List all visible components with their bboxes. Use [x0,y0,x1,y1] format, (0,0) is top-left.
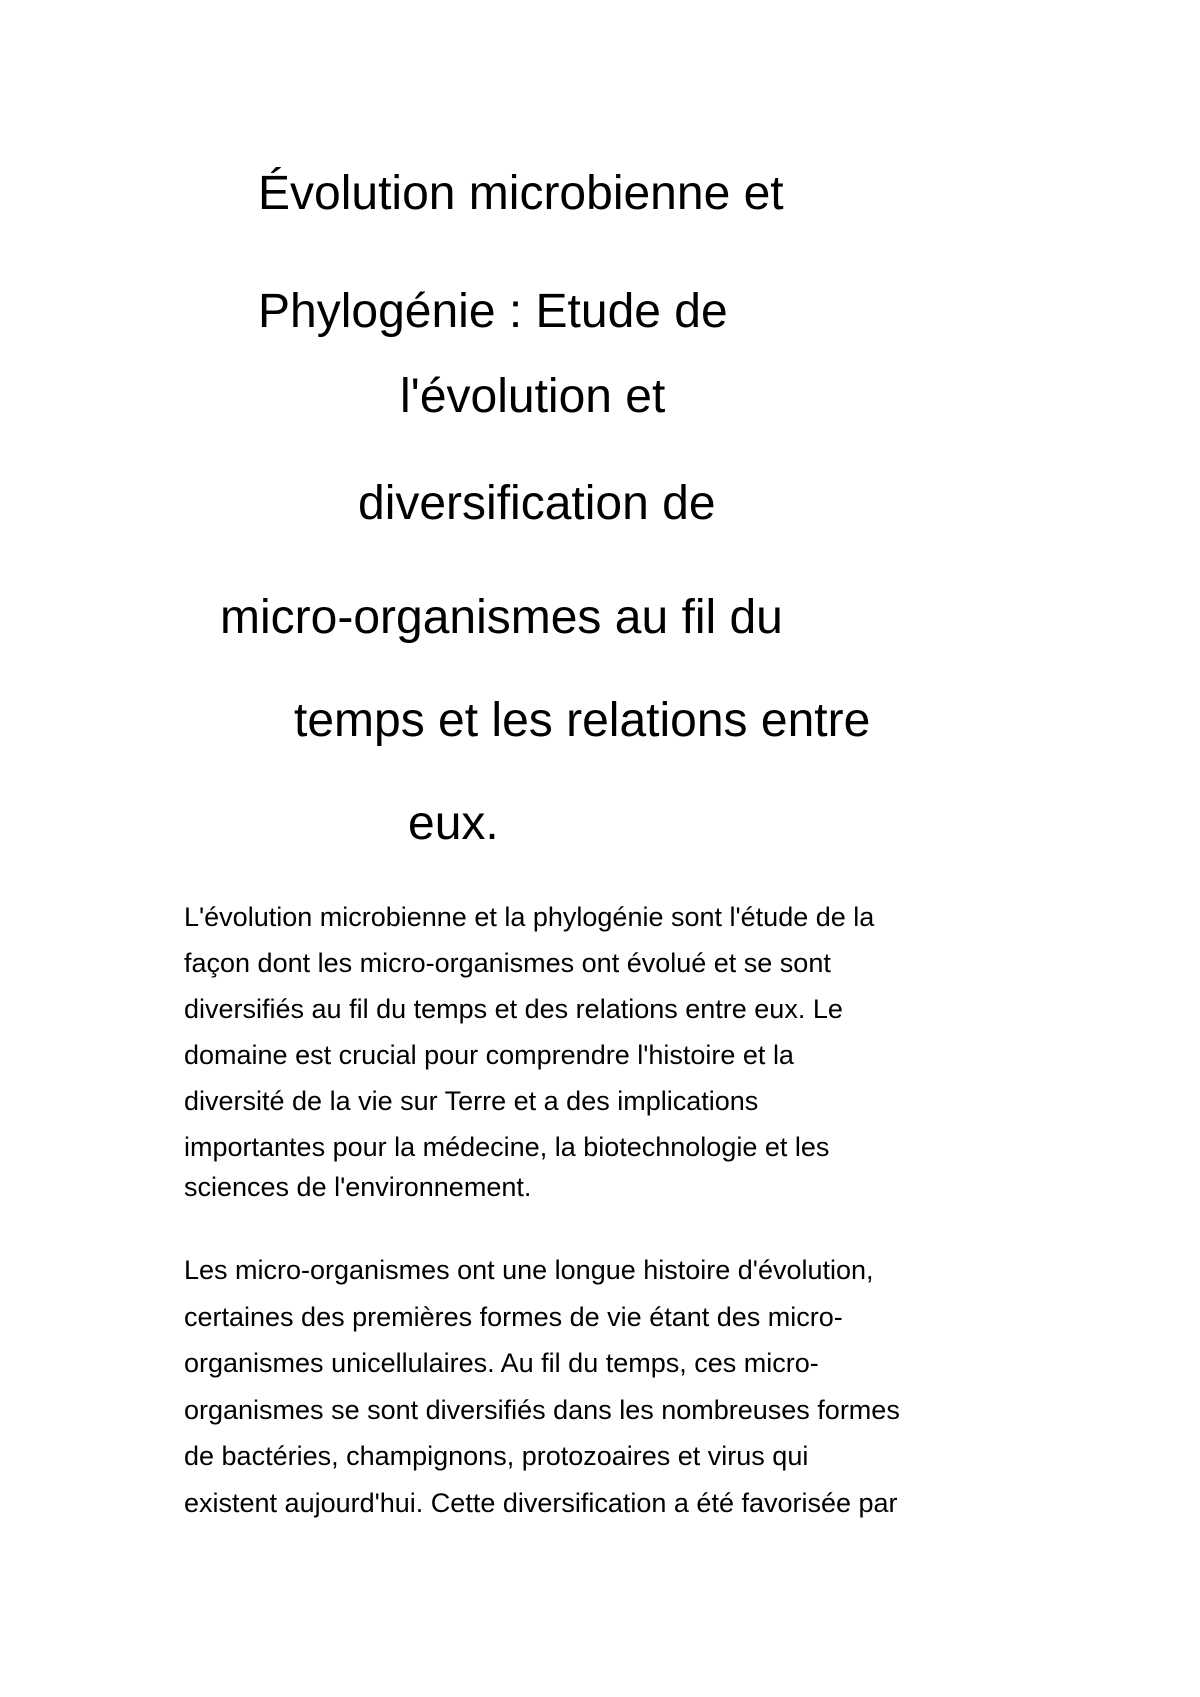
paragraph-line: organismes unicellulaires. Au fil du temps, ces micro- [184,1348,819,1378]
paragraph-line: L'évolution microbienne et la phylogénie sont l'étude de la [184,902,875,932]
paragraph-line: façon dont les micro-organismes ont évolué et se sont [184,948,831,978]
paragraph-line: importantes pour la médecine, la biotechnologie et les [184,1132,830,1162]
title-line: eux. [408,797,499,850]
paragraph-line: certaines des premières formes de vie étant des micro- [184,1302,843,1332]
title-line: micro-organismes au fil du [220,591,783,644]
title-line: temps et les relations entre [294,694,871,747]
paragraph-line: organismes se sont diversifiés dans les nombreuses formes [184,1395,900,1425]
paragraph-line: existent aujourd'hui. Cette diversification a été favorisée par [184,1488,898,1518]
paragraph-line: diversité de la vie sur Terre et a des implications [184,1086,759,1116]
paragraph-line: de bactéries, champignons, protozoaires et virus qui [184,1441,809,1471]
title-line: diversification de [358,477,716,530]
paragraph-line: diversifiés au fil du temps et des relations entre eux. Le [184,994,843,1024]
paragraph-line: Les micro-organismes ont une longue histoire d'évolution, [184,1255,874,1285]
title-line: l'évolution et [400,370,666,423]
title-line: Phylogénie : Etude de [258,285,728,338]
paragraph-line: sciences de l'environnement. [184,1172,532,1202]
title-line: Évolution microbienne et [258,167,784,220]
paragraph-line: domaine est crucial pour comprendre l'histoire et la [184,1040,794,1070]
